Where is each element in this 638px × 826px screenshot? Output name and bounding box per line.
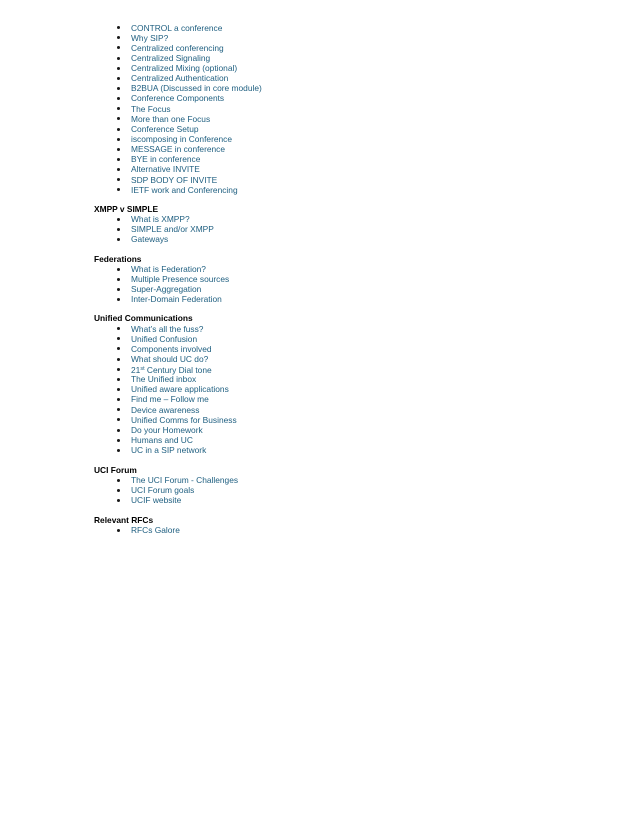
list-item[interactable]: [0, 73, 638, 83]
toc-link[interactable]: SDP BODY OF INVITE: [131, 174, 218, 185]
bullet-icon: [117, 148, 120, 151]
toc-link[interactable]: The UCI Forum - Challenges: [131, 475, 239, 485]
bullet-icon: [117, 36, 120, 39]
toc-link[interactable]: What is Federation?: [131, 264, 206, 274]
section-list-xmpp: [0, 214, 638, 244]
toc-link[interactable]: Why SIP?: [131, 32, 169, 43]
list-item[interactable]: [0, 274, 638, 284]
list-item[interactable]: [0, 114, 638, 124]
section-list-uci-forum: [0, 475, 638, 505]
bullet-icon: [117, 529, 120, 532]
toc-link[interactable]: Super-Aggregation: [131, 284, 202, 295]
bullet-icon: [117, 168, 120, 171]
section-list-relevant-rfcs: [0, 525, 638, 535]
toc-link[interactable]: More than one Focus: [131, 113, 211, 124]
bullet-icon: [117, 288, 120, 291]
list-item[interactable]: [0, 384, 638, 394]
bullet-icon: [117, 178, 120, 181]
bullet-icon: [117, 347, 120, 350]
list-item[interactable]: [0, 144, 638, 154]
list-item[interactable]: [0, 495, 638, 505]
bullet-icon: [117, 388, 120, 391]
list-item[interactable]: [0, 284, 638, 294]
toc-link[interactable]: What is XMPP?: [131, 214, 190, 224]
list-item[interactable]: [0, 445, 638, 455]
toc-link[interactable]: UCI Forum goals: [131, 485, 195, 496]
bullet-icon: [117, 67, 120, 70]
toc-link[interactable]: Humans and UC: [131, 435, 193, 446]
list-item[interactable]: [0, 23, 638, 33]
bullet-icon: [117, 368, 120, 371]
toc-link[interactable]: Find me – Follow me: [131, 394, 209, 405]
toc-link[interactable]: UC in a SIP network: [131, 445, 207, 456]
list-item[interactable]: [0, 134, 638, 144]
toc-link[interactable]: Unified Comms for Business: [131, 414, 237, 425]
section-list-conferencing: [0, 23, 638, 195]
bullet-icon: [117, 107, 120, 110]
bullet-icon: [117, 479, 120, 482]
list-item[interactable]: [0, 93, 638, 103]
list-item[interactable]: [0, 405, 638, 415]
list-item[interactable]: [0, 264, 638, 274]
section-heading-relevant-rfcs: Relevant RFCs: [94, 515, 154, 525]
bullet-icon: [117, 327, 120, 330]
toc-link[interactable]: Device awareness: [131, 404, 200, 415]
toc-link[interactable]: The Unified inbox: [131, 374, 197, 385]
bullet-icon: [117, 398, 120, 401]
list-item[interactable]: [0, 43, 638, 53]
toc-link[interactable]: Conference Setup: [131, 123, 199, 134]
toc-link[interactable]: IETF work and Conferencing: [131, 184, 238, 195]
toc-link[interactable]: Unified aware applications: [131, 384, 229, 395]
list-item[interactable]: [0, 415, 638, 425]
toc-link[interactable]: Centralized conferencing: [131, 42, 224, 53]
bullet-icon: [117, 87, 120, 90]
toc-link[interactable]: Centralized Mixing (optional): [131, 63, 238, 74]
list-item[interactable]: [0, 214, 638, 224]
list-item[interactable]: [0, 354, 638, 364]
toc-link[interactable]: Alternative INVITE: [131, 164, 200, 175]
toc-link[interactable]: MESSAGE in conference: [131, 144, 226, 155]
bullet-icon: [117, 268, 120, 271]
list-item[interactable]: [0, 344, 638, 354]
bullet-icon: [117, 228, 120, 231]
toc-link[interactable]: UCIF website: [131, 495, 182, 506]
section-list-unified-communications: [0, 324, 638, 456]
toc-link[interactable]: Multiple Presence sources: [131, 274, 230, 285]
list-item[interactable]: [0, 124, 638, 134]
bullet-icon: [117, 408, 120, 411]
toc-link-21st-century[interactable]: 21st Century Dial tone: [131, 365, 212, 376]
list-item[interactable]: [0, 294, 638, 304]
toc-link[interactable]: Centralized Authentication: [131, 73, 229, 84]
section-list-federations: [0, 264, 638, 305]
list-item[interactable]: [0, 53, 638, 63]
section-heading-federations: Federations: [94, 254, 142, 264]
toc-link[interactable]: Centralized Signaling: [131, 52, 211, 63]
toc-link[interactable]: Conference Components: [131, 93, 225, 104]
bullet-icon: [117, 117, 120, 120]
bullet-icon: [117, 26, 120, 29]
list-item[interactable]: [0, 234, 638, 244]
bullet-icon: [117, 46, 120, 49]
bullet-icon: [117, 238, 120, 241]
toc-link[interactable]: RFCs Galore: [131, 525, 180, 535]
toc-link[interactable]: What should UC do?: [131, 353, 209, 364]
toc-link[interactable]: SIMPLE and/or XMPP: [131, 224, 214, 235]
bullet-icon: [117, 418, 120, 421]
list-item[interactable]: [0, 164, 638, 174]
list-item[interactable]: [0, 175, 638, 185]
bullet-icon: [117, 158, 120, 161]
bullet-icon: [117, 298, 120, 301]
list-item[interactable]: [0, 104, 638, 114]
section-heading-uci-forum: UCI Forum: [94, 465, 137, 475]
bullet-icon: [117, 57, 120, 60]
toc-link[interactable]: Unified Confusion: [131, 333, 198, 344]
bullet-icon: [117, 337, 120, 340]
toc-link[interactable]: Components involved: [131, 343, 212, 354]
list-item[interactable]: [0, 364, 638, 374]
bullet-icon: [117, 128, 120, 131]
bullet-icon: [117, 278, 120, 281]
toc-link[interactable]: CONTROL a conference: [131, 22, 223, 33]
list-item[interactable]: [0, 435, 638, 445]
toc-link[interactable]: Gateways: [131, 234, 169, 245]
list-item[interactable]: [0, 485, 638, 495]
section-heading-unified-communications: Unified Communications: [94, 313, 193, 323]
bullet-icon: [117, 358, 120, 361]
toc-link[interactable]: B2BUA (Discussed in core module): [131, 83, 262, 94]
toc-link[interactable]: What’s all the fuss?: [131, 323, 204, 334]
list-item[interactable]: [0, 63, 638, 73]
bullet-icon: [117, 138, 120, 141]
toc-link[interactable]: Do your Homework: [131, 424, 203, 435]
list-item[interactable]: [0, 475, 638, 485]
list-item[interactable]: [0, 374, 638, 384]
list-item[interactable]: [0, 334, 638, 344]
toc-link[interactable]: iscomposing in Conference: [131, 134, 233, 145]
bullet-icon: [117, 218, 120, 221]
toc-link[interactable]: Inter-Domain Federation: [131, 294, 222, 305]
list-item[interactable]: [0, 324, 638, 334]
list-item[interactable]: [0, 425, 638, 435]
list-item[interactable]: [0, 83, 638, 93]
bullet-icon: [117, 439, 120, 442]
bullet-icon: [117, 489, 120, 492]
list-item[interactable]: [0, 394, 638, 404]
bullet-icon: [117, 97, 120, 100]
section-heading-xmpp: XMPP v SIMPLE: [94, 204, 159, 214]
list-item[interactable]: [0, 185, 638, 195]
bullet-icon: [117, 188, 120, 191]
list-item[interactable]: [0, 525, 638, 535]
list-item[interactable]: [0, 154, 638, 164]
list-item[interactable]: [0, 33, 638, 43]
toc-link[interactable]: The Focus: [131, 103, 171, 114]
list-item[interactable]: [0, 224, 638, 234]
bullet-icon: [117, 429, 120, 432]
bullet-icon: [117, 449, 120, 452]
bullet-icon: [117, 499, 120, 502]
toc-link[interactable]: BYE in conference: [131, 154, 201, 165]
bullet-icon: [117, 77, 120, 80]
bullet-icon: [117, 378, 120, 381]
